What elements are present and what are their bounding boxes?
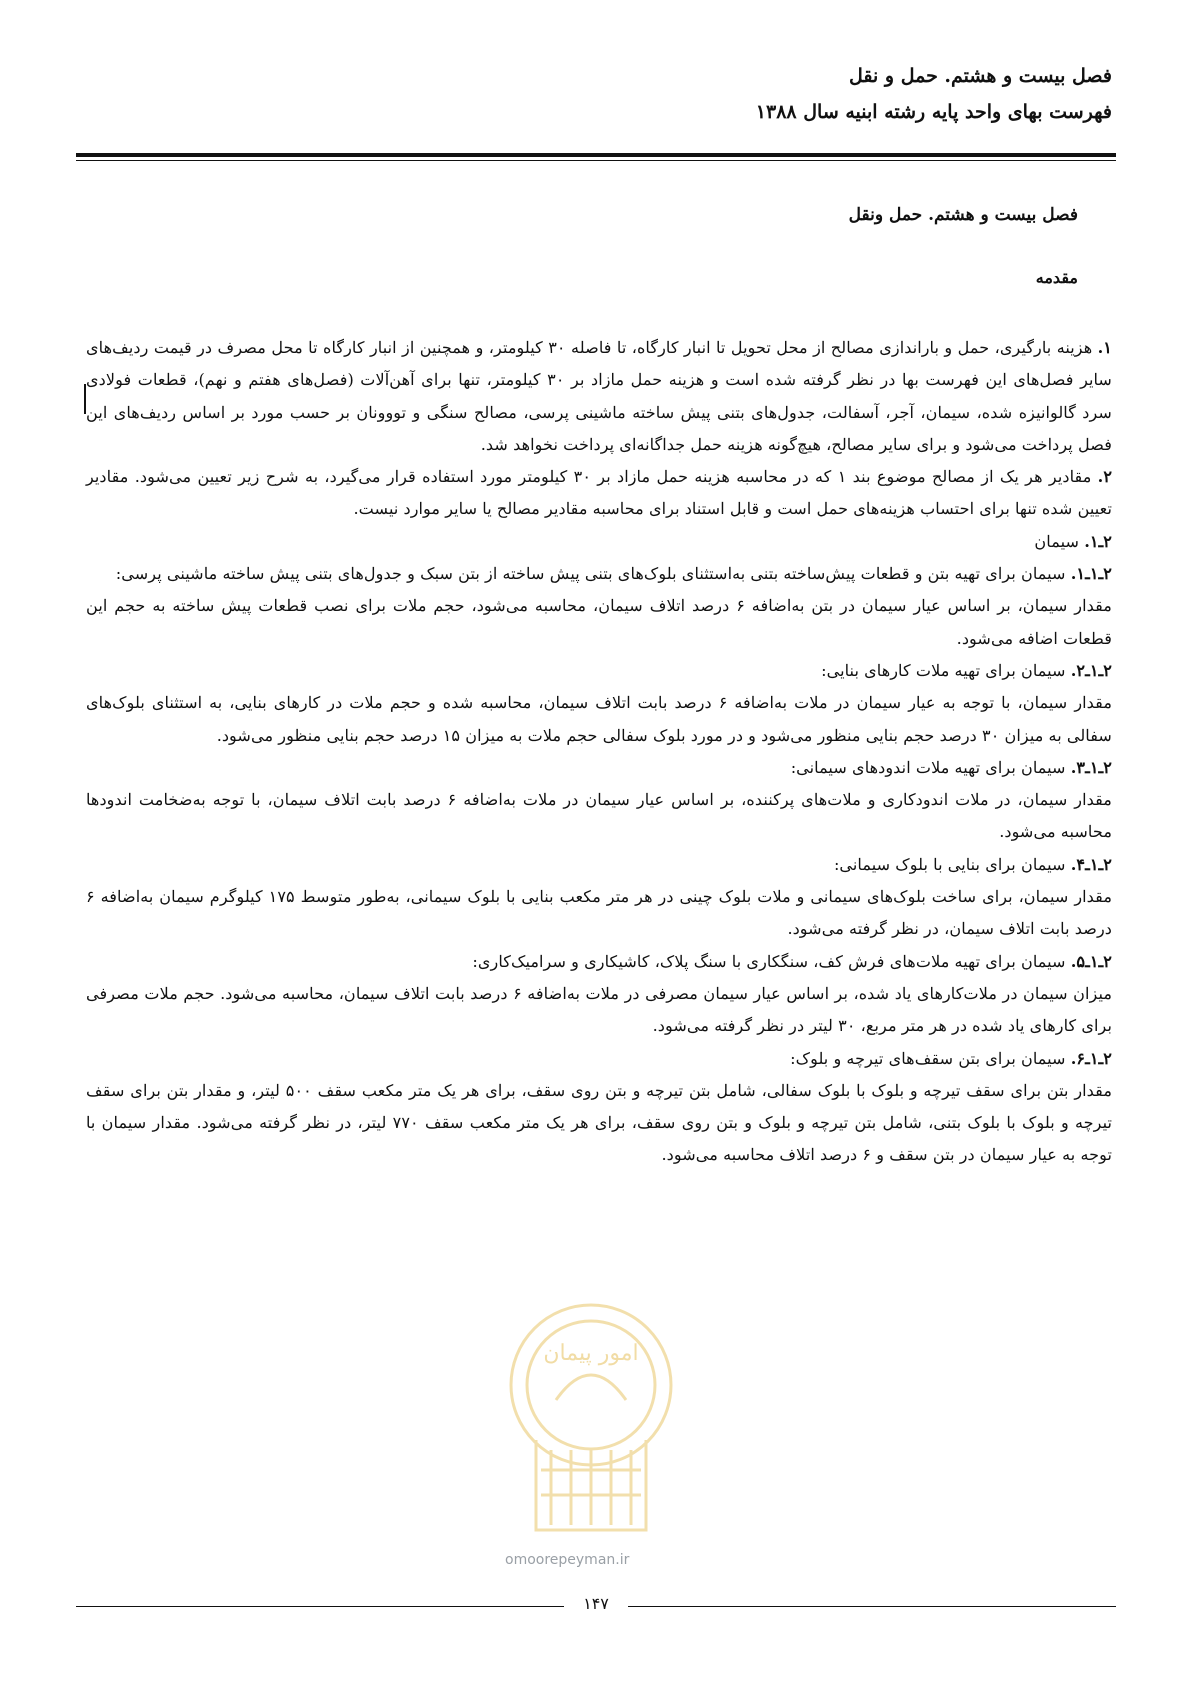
clause-text: مقادیر هر یک از مصالح موضوع بند ۱ که در محاسبه هزینه حمل مازاد بر ۳۰ کیلومتر مورد استفاده قرار می‌گیرد، به شرح زیر تعیین می‌شود. مقادیر تعیین شده تنها برای احتساب هزینه‌های حمل است و قابل استناد برای محاسبه مقادیر مصالح یا سایر موارد نیست. xyxy=(86,467,1112,519)
paragraph xyxy=(86,1043,1112,1075)
clause-text: سیمان برای تهیه ملات اندودهای سیمانی: xyxy=(790,757,1071,777)
paragraph xyxy=(86,1075,1112,1172)
clause-text: مقدار سیمان، در ملات اندودکاری و ملات‌های پرکننده، بر اساس عیار سیمان در ملات به‌اضافه ۶ درصد بابت اتلاف سیمان، با توجه به‌ضخامت اندودها محاسبه می‌شود. xyxy=(86,790,1112,842)
clause-text: میزان سیمان در ملات‌کارهای یاد شده، بر اساس عیار سیمان مصرفی در ملات به‌اضافه ۶ درصد بابت اتلاف سیمان، محاسبه می‌شود. حجم ملات مصرفی برای کارهای یاد شده در هر متر مربع، ۳۰ لیتر در نظر گرفته می‌شود. xyxy=(86,983,1112,1036)
paragraph xyxy=(86,784,1112,849)
clause-text: سیمان برای بتن سقف‌های تیرچه و بلوک: xyxy=(790,1048,1071,1068)
clause-text: مقدار سیمان، برای ساخت بلوک‌های سیمانی و ملات بلوک چینی در هر متر مکعب بنایی با بلوک سیمانی، به‌طور متوسط ۱۷۵ کیلوگرم سیمان به‌اضافه ۶ درصد بابت اتلاف سیمان، در نظر گرفته می‌شود. xyxy=(86,887,1112,939)
header-document-title: فهرست بهای واحد پایه رشته ابنیه سال ۱۳۸۸ xyxy=(755,101,1112,123)
clause-text: سیمان برای بنایی با بلوک سیمانی: xyxy=(833,854,1071,874)
paragraph xyxy=(86,849,1112,881)
paragraph xyxy=(86,332,1112,461)
header-rule-thick xyxy=(76,153,1116,157)
watermark-logo-text: امور پیمان xyxy=(543,1341,639,1366)
body-text xyxy=(86,332,1112,1172)
clause-text: مقدار سیمان، با توجه به عیار سیمان در ملات به‌اضافه ۶ درصد بابت اتلاف سیمان، محاسبه شده و حجم ملات در کارهای بنایی، به استثنای بلوک‌های سفالی به میزان ۳۰ درصد حجم بنایی منظور می‌شود و در مورد بلوک سفالی حجم ملات به میزان ۱۵ درصد حجم بنایی منظور می‌شود. xyxy=(86,693,1112,745)
clause-text: سیمان برای تهیه ملات‌های فرش کف، سنگکاری با سنگ پلاک، کاشیکاری و سرامیک‌کاری: xyxy=(472,951,1071,971)
footer-rule-right xyxy=(628,1606,1116,1607)
footer-rule-left xyxy=(76,1606,564,1607)
clause-text: مقدار بتن برای سقف تیرچه و بلوک با بلوک سفالی، شامل بتن تیرچه و بتن روی سقف، برای هر یک متر مکعب سقف ۵۰۰ لیتر، و مقدار بتن برای سقف تیرچه و بلوک با بلوک بتنی، شامل بتن تیرچه و بلوک و بتن روی سقف، برای هر یک متر مکعب سقف ۷۷۰ لیتر، در نظر گرفته می‌شود. مقدار سیمان با توجه به عیار سیمان در بتن سقف و ۶ درصد اتلاف محاسبه می‌شود. xyxy=(86,1080,1113,1165)
watermark-logo-icon xyxy=(496,1290,686,1550)
chapter-title: فصل بیست و هشتم. حمل ونقل xyxy=(848,205,1078,225)
clause-number: ۲ـ۱ـ۲. xyxy=(1070,660,1112,680)
header-rule-thin xyxy=(76,160,1116,161)
paragraph xyxy=(86,881,1112,946)
running-header xyxy=(756,58,1112,130)
clause-number: ۲ـ۱. xyxy=(1084,531,1112,551)
clause-text: مقدار سیمان، بر اساس عیار سیمان در بتن به‌اضافه ۶ درصد اتلاف سیمان، محاسبه می‌شود، حجم ملات برای نصب قطعات پیش ساخته به حجم این قطعات اضافه می‌شود. xyxy=(86,596,1112,648)
clause-number: ۲ـ۱ـ۵. xyxy=(1070,951,1112,971)
clause-text: هزینه بارگیری، حمل و باراندازی مصالح از محل تحویل تا انبار کارگاه، تا فاصله ۳۰ کیلومتر، و همچنین از انبار کارگاه تا محل مصرف در قیمت ردیف‌های سایر فصل‌های این فهرست بها در نظر گرفته شده است و هزینه حمل مازاد بر ۳۰ کیلومتر، تنها برای آهن‌آلات (فصل‌های هفتم و نهم)، قطعات فولادی سرد گالوانیزه شده، سیمان، آجر، آسفالت، جدول‌های بتنی پیش ساخته ماشینی پرسی، مصالح سنگی و تووونان بر حسب مورد بر اساس ردیف‌های این فصل پرداخت می‌شود و برای سایر مصالح، هیچ‌گونه هزینه حمل جداگانه‌ای پرداخت نخواهد شد. xyxy=(86,338,1112,454)
clause-text: سیمان برای تهیه ملات کارهای بنایی: xyxy=(821,660,1071,680)
paragraph xyxy=(86,655,1112,687)
paragraph xyxy=(86,752,1112,784)
clause-number: ۲ـ۱ـ۴. xyxy=(1070,854,1112,874)
clause-number: ۲ـ۱ـ۳. xyxy=(1070,757,1112,777)
paragraph xyxy=(86,526,1112,558)
paragraph xyxy=(86,687,1112,752)
paragraph xyxy=(86,590,1112,655)
paragraph xyxy=(86,461,1112,526)
clause-number: ۱. xyxy=(1097,338,1112,357)
header-chapter-title: فصل بیست و هشتم. حمل و نقل xyxy=(849,65,1112,87)
paragraph xyxy=(86,946,1112,978)
watermark-url: omoorepeyman.ir xyxy=(505,1552,630,1568)
clause-number: ۲. xyxy=(1097,467,1113,487)
page-number: ۱۴۷ xyxy=(583,1594,609,1613)
clause-number: ۲ـ۱ـ۱. xyxy=(1070,564,1112,584)
clause-text: سیمان xyxy=(1034,531,1085,551)
intro-heading: مقدمه xyxy=(1035,268,1078,287)
clause-number: ۲ـ۱ـ۶. xyxy=(1070,1048,1112,1068)
paragraph xyxy=(86,558,1112,590)
clause-text: سیمان برای تهیه بتن و قطعات پیش‌ساخته بتنی به‌استثنای بلوک‌های بتنی پیش ساخته از بتن سبک و جدول‌های بتنی پیش ساخته ماشینی پرسی: xyxy=(115,564,1071,584)
paragraph xyxy=(86,978,1112,1043)
